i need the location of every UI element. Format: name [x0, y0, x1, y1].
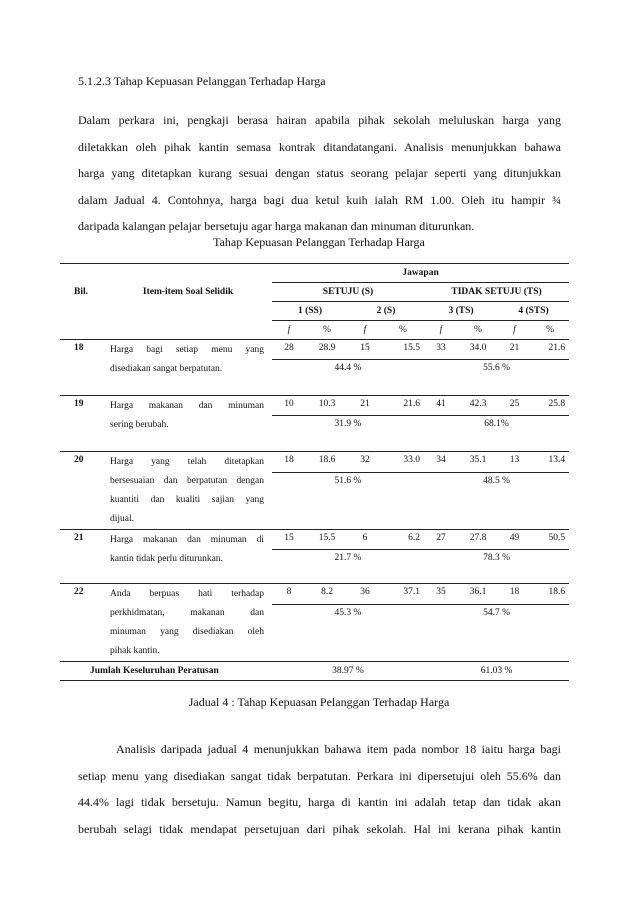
- paragraph-intro: [78, 107, 561, 240]
- item-line: dijual.: [110, 514, 135, 524]
- row-bil: 22: [60, 584, 104, 662]
- cell-pct-sts: 18.6: [531, 584, 569, 605]
- cell-pct-ss: 8.2: [306, 584, 348, 605]
- header-item: Item-item Soal Selidik: [104, 264, 272, 321]
- cell-f-s: 6: [348, 530, 382, 550]
- item-line: Harga yang telah ditetapkan: [110, 457, 264, 467]
- cell-f-s: 36: [348, 584, 382, 605]
- header-f: f: [498, 321, 531, 340]
- item-line: kuantiti dan kualiti sajian yang: [110, 495, 264, 505]
- paragraph-analysis: [78, 736, 561, 842]
- cell-f-ss: 15: [272, 530, 306, 550]
- cell-pct-s: 37.1: [382, 584, 424, 605]
- cell-pct-ts: 36.1: [458, 584, 498, 605]
- item-line: sering berubah.: [110, 420, 169, 430]
- paragraph-line: diletakkan oleh pihak kantin semasa kontrak ditandatangani. Analisis menunjukkan bahawa: [78, 139, 561, 154]
- header-jawapan: Jawapan: [272, 264, 569, 283]
- paragraph-line: 44.4% lagi tidak bersetuju. Namun begitu, harga di kantin ini adalah tetap dan tidak akan: [78, 795, 561, 809]
- cell-f-s: 32: [348, 452, 382, 473]
- header-scale-ts: 3 (TS): [424, 302, 498, 321]
- cell-f-ss: 18: [272, 452, 306, 473]
- row-bil: 19: [60, 396, 104, 452]
- table-title: Tahap Kepuasan Pelanggan Terhadap Harga: [213, 235, 425, 249]
- row-bil: 18: [74, 343, 84, 353]
- tidak-setuju-total: 68.1%: [424, 416, 569, 452]
- row-item: [104, 396, 272, 452]
- cell-pct-ss: 28.9: [318, 343, 336, 353]
- setuju-total: 51.6 %: [272, 472, 424, 529]
- item-line: bersesuaian dan berpatutan dengan: [110, 476, 264, 486]
- header-pct: %: [458, 321, 498, 340]
- item-line: minuman yang disediakan oleh: [110, 627, 264, 637]
- cell-f-sts: 49: [498, 530, 531, 550]
- header-pct: %: [306, 321, 348, 340]
- item-line: Harga makanan dan minuman di: [110, 535, 264, 545]
- header-bil: Bil.: [60, 264, 104, 321]
- item-line: perkhidmatan, makanan dan: [110, 608, 264, 618]
- row-item: [104, 452, 272, 530]
- paragraph-line: Dalam perkara ini, pengkaji berasa hairan apabila pihak sekolah meluluskan harga yang: [78, 113, 561, 127]
- header-scale-sts: 4 (STS): [498, 302, 569, 321]
- row-item: [104, 530, 272, 584]
- cell-f-sts: 18: [498, 584, 531, 605]
- row-bil: 20: [60, 452, 104, 530]
- cell-f-sts: 25: [498, 396, 531, 416]
- row-item: [104, 584, 272, 662]
- cell-f-ss: 8: [272, 584, 306, 605]
- item-line: pihak kantin.: [110, 646, 160, 656]
- cell-f-ts: 41: [424, 396, 458, 416]
- header-setuju: SETUJU (S): [272, 283, 424, 302]
- row-bil: 21: [60, 530, 104, 584]
- cell-pct-ss: 15.5: [306, 530, 348, 550]
- cell-pct-sts: 21.6: [548, 343, 566, 353]
- table-caption: Jadual 4 : Tahap Kepuasan Pelanggan Terhadap Harga: [188, 695, 450, 709]
- header-pct: %: [531, 321, 569, 340]
- total-setuju: 38.97 %: [272, 662, 424, 681]
- cell-pct-ts: 27.8: [458, 530, 498, 550]
- cell-pct-s: 15.5: [403, 343, 420, 353]
- cell-f-ts: 33: [436, 343, 446, 353]
- cell-f-ss: 28: [284, 343, 294, 353]
- cell-pct-ts: 34.0: [469, 343, 487, 353]
- item-line: Anda berpuas hati terhadap: [110, 589, 264, 599]
- cell-f-sts: 13: [498, 452, 531, 473]
- paragraph-line: dalam Jadual 4. Contohnya, harga bagi dua ketul kuih ialah RM 1.00. Oleh itu hampir ¾: [78, 192, 561, 207]
- cell-pct-ts: 42.3: [458, 396, 498, 416]
- cell-pct-ss: 18.6: [306, 452, 348, 473]
- paragraph-line: Analisis daripada jadual 4 menunjukkan bahawa item pada nombor 18 iaitu harga bagi: [116, 742, 561, 756]
- header-f: f: [424, 321, 458, 340]
- cell-f-ts: 27: [424, 530, 458, 550]
- tidak-setuju-total: 48.5 %: [424, 472, 569, 529]
- cell-pct-sts: 13.4: [531, 452, 569, 473]
- header-f: f: [348, 321, 382, 340]
- cell-pct-sts: 25.8: [531, 396, 569, 416]
- cell-f-ss: 10: [272, 396, 306, 416]
- cell-pct-s: 33.0: [382, 452, 424, 473]
- item-line: Harga makanan dan minuman: [110, 401, 264, 411]
- paragraph-line: berubah selagi tidak mendapat persetujuan dari pihak sekolah. Hal ini kerana pihak kantin: [78, 821, 561, 836]
- header-tidak-setuju: TIDAK SETUJU (TS): [424, 283, 569, 302]
- cell-pct-ss: 10.3: [306, 396, 348, 416]
- setuju-total: 44.4 %: [272, 360, 424, 396]
- row-item: [104, 340, 272, 396]
- header-scale-s: 2 (S): [348, 302, 424, 321]
- paragraph-line: daripada kalangan pelajar bersetuju agar harga makanan dan minuman diturunkan.: [78, 219, 475, 233]
- setuju-total: 31.9 %: [272, 416, 424, 452]
- tidak-setuju-total: 78.3 %: [424, 550, 569, 584]
- satisfaction-table: [60, 263, 569, 681]
- header-pct: %: [382, 321, 424, 340]
- cell-f-sts: 21: [509, 343, 520, 353]
- cell-f-s: 15: [360, 343, 370, 353]
- paragraph-line: setiap menu yang disediakan sangat tidak berpatutan. Perkara ini dipersetujui oleh 55.6% dan: [78, 768, 561, 783]
- total-tidak-setuju: 61.03 %: [424, 662, 569, 681]
- cell-f-ts: 34: [424, 452, 458, 473]
- cell-pct-sts: 50.5: [531, 530, 569, 550]
- item-line: Harga bagi setiap menu yang: [110, 345, 264, 355]
- setuju-total: 21.7 %: [272, 550, 424, 584]
- item-line: disediakan sangat berpatutan.: [110, 364, 223, 374]
- cell-pct-ts: 35.1: [458, 452, 498, 473]
- header-f: f: [272, 321, 306, 340]
- paragraph-line: harga yang ditetapkan kurang sesuai dengan status seorang pelajar seperti yang ditunjukkan: [78, 166, 561, 180]
- tidak-setuju-total: 55.6 %: [424, 360, 569, 396]
- cell-f-ts: 35: [424, 584, 458, 605]
- section-heading: 5.1.2.3 Tahap Kepuasan Pelanggan Terhadap Harga: [78, 74, 326, 88]
- cell-pct-s: 6.2: [382, 530, 424, 550]
- cell-f-s: 21: [348, 396, 382, 416]
- item-line: kantin tidak perlu diturunkan.: [110, 554, 223, 564]
- total-label: Jumlah Keseluruhan Peratusan: [60, 662, 272, 681]
- tidak-setuju-total: 54.7 %: [424, 604, 569, 661]
- header-scale-ss: 1 (SS): [272, 302, 348, 321]
- cell-pct-s: 21.6: [382, 396, 424, 416]
- setuju-total: 45.3 %: [272, 604, 424, 661]
